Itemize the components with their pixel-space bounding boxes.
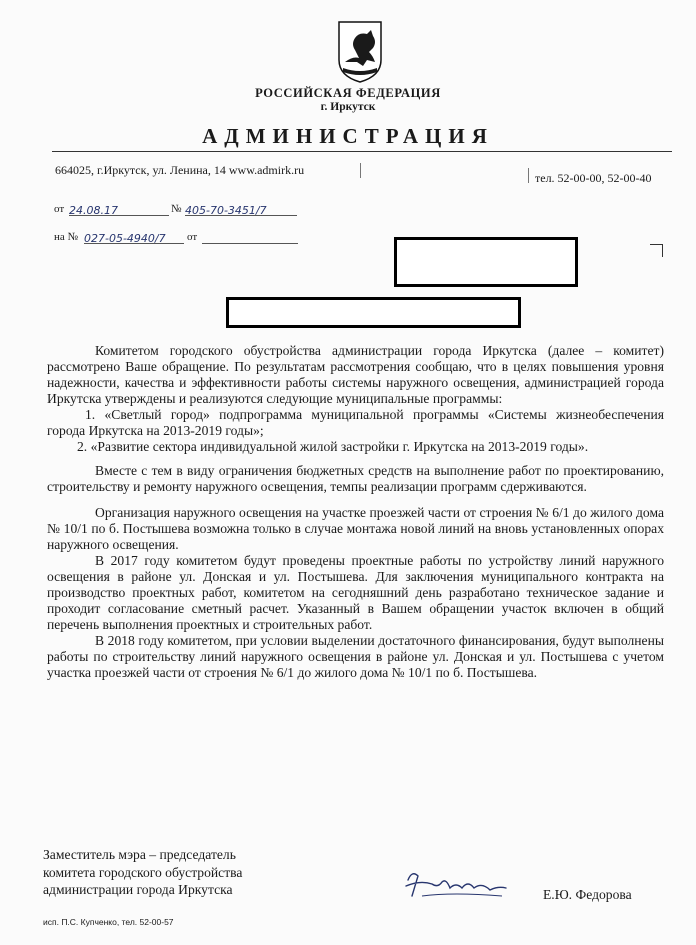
from-label: от (54, 203, 65, 215)
program-item: 2. «Развитие сектора индивидуальной жилой застройки г. Иркутска на 2013-2019 годы». (77, 439, 589, 454)
signatory-name: Е.Ю. Федорова (543, 887, 632, 902)
date-field (69, 201, 169, 216)
reply-date-field (202, 229, 298, 244)
redacted-addressee-name (394, 237, 578, 287)
phone-divider (528, 168, 529, 183)
number-field (185, 201, 297, 216)
position-line: администрации города Иркутска (43, 882, 233, 897)
city-name: г. Иркутск (320, 101, 376, 113)
address-line: 664025, г.Иркутск, ул. Ленина, 14 www.admirk.ru (55, 163, 305, 177)
position-line: Заместитель мэра – председатель (43, 847, 236, 862)
body-paragraph: Комитетом городского обустройства администрации города Иркутска (далее – комитет) рассмотрено Ваше обращение. По результатам рассмотрения сообщаю, что в целях повышения уровня надежности, качества и эффективности работы системы наружного освещения, администрацией города Иркутска утверждены и реализуются следующие муниципальные программы: (47, 343, 664, 406)
reply-label: на № (54, 231, 79, 243)
date-value: 24.08.17 (69, 204, 118, 217)
reply-from-label: от (187, 231, 198, 243)
reply-number-field (84, 229, 184, 244)
irkutsk-coat-of-arms-icon (337, 20, 383, 84)
addressee-corner-mark (650, 244, 663, 257)
handwritten-signature (402, 866, 512, 906)
body-paragraph: Вместе с тем в виду ограничения бюджетных средств на выполнение работ по проектированию, строительству и ремонту наружного освещения, темпы реализации программ сдерживаются. (47, 463, 664, 494)
executor-info: исп. П.С. Купченко, тел. 52-00-57 (43, 917, 174, 927)
signatory-position (43, 846, 242, 899)
position-line: комитета городского обустройства (43, 864, 243, 880)
header-divider (52, 151, 672, 152)
number-label: № (171, 203, 182, 215)
program-item: 1. «Светлый город» подпрограмма муниципальной программы «Системы жизнеобеспечения города Иркутска на 2013-2019 годы»; (47, 407, 664, 438)
body-paragraph: Организация наружного освещения на участке проезжей части от строения № 6/1 до жилого дома № 10/1 по б. Постышева возможна только в случае монтажа новой линий на вновь установленных опорах наружного освещения. (47, 505, 664, 552)
address-divider (360, 163, 361, 178)
page-title: АДМИНИСТРАЦИЯ (202, 124, 494, 148)
number-value: 405-70-3451/7 (185, 204, 267, 217)
body-paragraph: В 2018 году комитетом, при условии выделении достаточного финансирования, будут выполнены работы по строительству линий наружного освещения в районе ул. Донская и ул. Постышева с учетом участка проезжей части от строения № 6/1 до жилого дома № 10/1 по б. Постышева. (47, 633, 664, 680)
body-paragraph: В 2017 году комитетом будут проведены проектные работы по устройству линий наружного освещения в районе ул. Донская и ул. Постышева. Для заключения муниципального контракта на производство проектных работ, комитетом на сегодняшний день разработано техническое задание и проходит согласование сметный расчет. Указанный в Вашем обращении участок включен в общий перечень выполнения проектных и строительных работ. (47, 553, 664, 632)
letter-body (47, 343, 664, 681)
reply-number-value: 027-05-4940/7 (84, 232, 166, 245)
redacted-addressee-address (226, 297, 521, 328)
phone-line: тел. 52-00-00, 52-00-40 (535, 171, 652, 185)
country-name: РОССИЙСКАЯ ФЕДЕРАЦИЯ (255, 86, 441, 100)
